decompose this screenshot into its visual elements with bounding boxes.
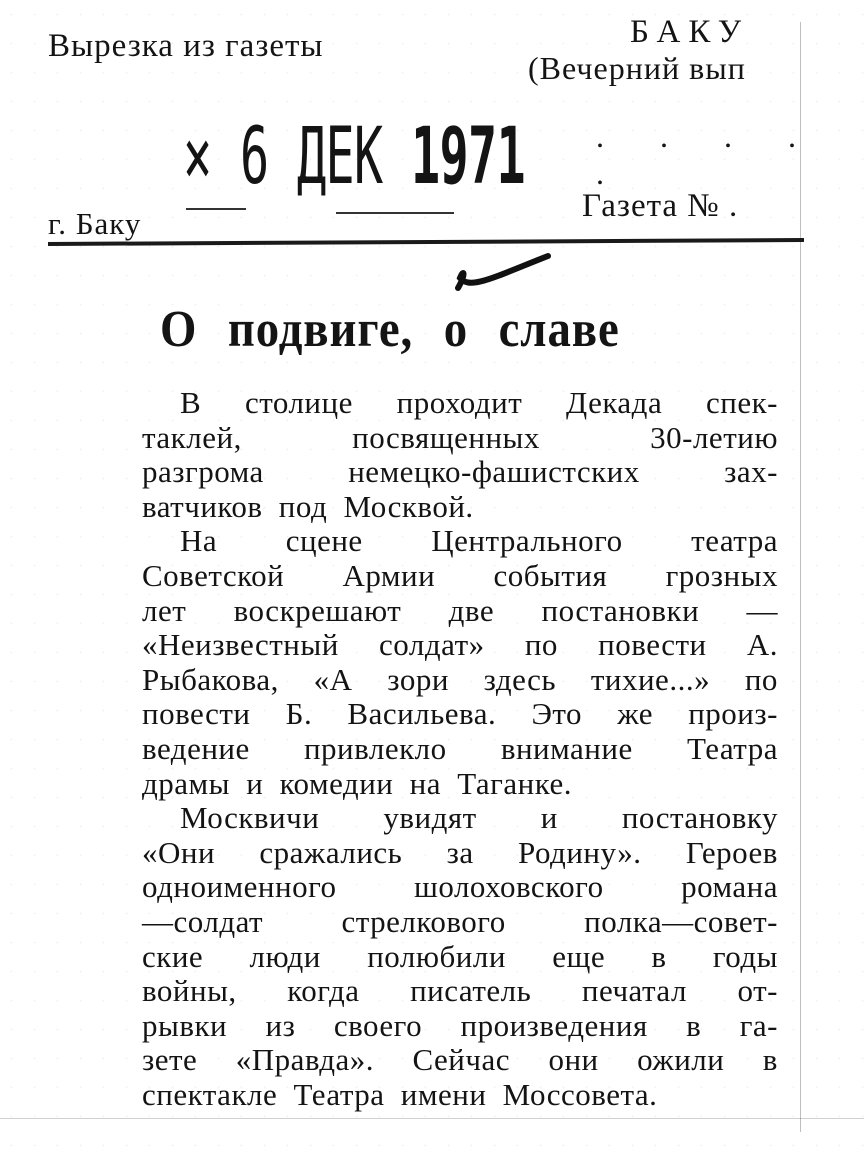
article-line: зете «Правда». Сейчас они ожили в [142,1042,778,1078]
article-line: ские люди полюбили еще в годы [142,938,778,974]
article-line: драмы и комедии на Таганке. [142,765,573,801]
article-line: повести Б. Васильева. Это же произ- [142,696,778,732]
clipping-label: Вырезка из газеты [48,28,324,64]
article-line: В столице проходит Декада спек- [180,385,778,420]
article-line: рывки из своего произведения в га- [142,1007,778,1043]
article-line: Москвичи увидят и постановку [180,800,778,836]
dash-rule-mid [336,212,454,214]
article-line: «Неизвестный солдат» по повести А. [142,627,778,663]
header-rule [48,238,804,246]
article-line: Советской Армии события грозных [142,557,778,593]
city-caps: БАКУ [630,14,750,50]
article-line: —солдат стрелкового полка—совет- [142,903,778,939]
article-line: Рыбакова, «А зори здесь тихие...» по [142,661,778,697]
article-line: спектакле Театра имени Моссовета. [142,1076,658,1112]
article-headline: О подвиге, о славе [160,301,620,358]
article-line: одноименного шолоховского романа [142,869,778,905]
article-line: На сцене Центрального театра [180,523,778,559]
date-stamp-day: × 6 [183,112,269,202]
article-line: таклей, посвященных 30-летию [142,419,778,455]
article-line: ватчиков под Москвой. [142,488,474,524]
edition-label: (Вечерний вып [528,50,746,86]
city-line: г. Баку [48,206,142,241]
stamp-dots: . . . . . [596,118,820,191]
date-stamp [183,112,525,202]
date-stamp-month: ДЕК [296,112,383,202]
pen-check-mark-icon [452,248,552,300]
dash-rule-left [186,208,246,210]
article-line: разгрома немецко-фашистских зах- [142,454,778,490]
article-body [142,386,778,1112]
date-stamp-year: 1971 [410,112,525,202]
article-line: ведение привлекло внимание Театра [142,730,778,766]
article-line: «Они сражались за Родину». Героев [142,834,778,870]
article-line: войны, когда писатель печатал от- [142,973,778,1009]
bottom-edge-line [0,1118,864,1119]
article-line: лет воскрешают две постановки — [142,592,778,628]
paper-number: Газета № . [582,188,739,224]
